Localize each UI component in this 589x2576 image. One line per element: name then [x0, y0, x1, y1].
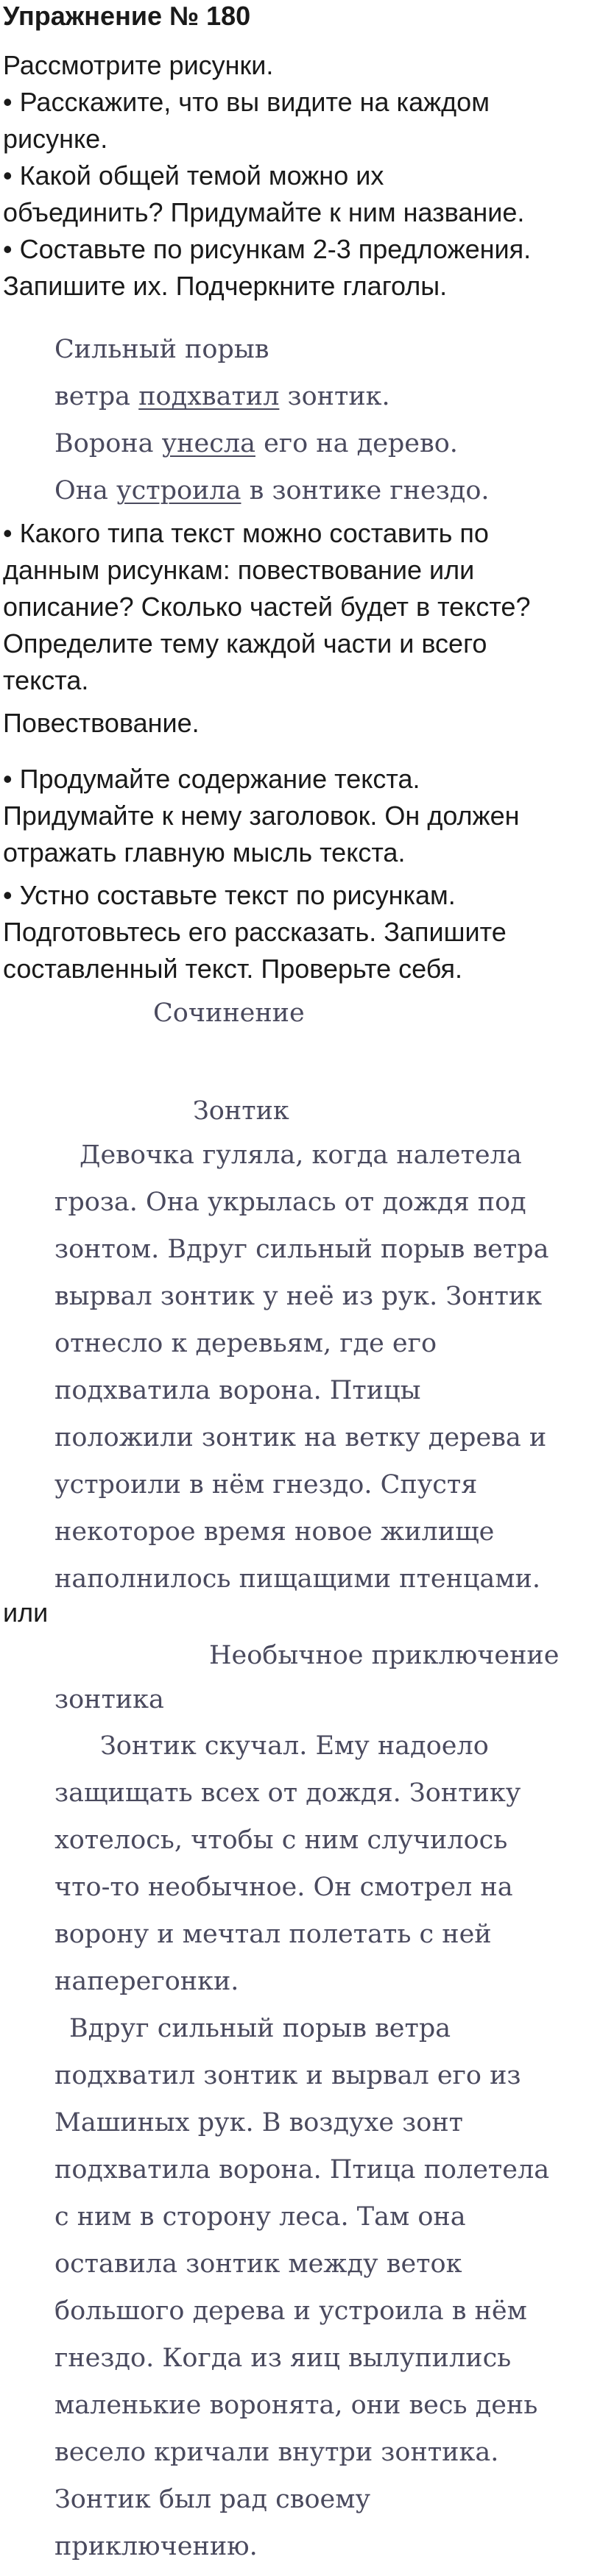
story-line: маленькие воронята, они весь день	[54, 2391, 538, 2420]
sentence-text: ветра	[54, 382, 139, 411]
story-line: Девочка гуляла, когда налетела	[80, 1140, 522, 1170]
story-line: хотелось, чтобы с ним случилось	[54, 1825, 508, 1855]
story-line: положили зонтик на ветку дерева и	[54, 1423, 547, 1452]
task-line: описание? Сколько частей будет в тексте?	[3, 592, 531, 622]
sentence-text: в зонтике гнездо.	[241, 476, 490, 505]
underlined-verb: унесла	[161, 429, 255, 458]
underlined-verb: устроила	[116, 476, 241, 505]
task-line: данным рисункам: повествование или	[3, 555, 475, 585]
story-line: Машиных рук. В воздухе зонт	[54, 2108, 464, 2137]
story2-title-continued	[54, 1676, 164, 1723]
sentence-line	[54, 373, 490, 420]
story-line: гнездо. Когда из яиц вылупились	[54, 2343, 512, 2373]
essay-heading	[153, 990, 305, 1037]
story-line: Вдруг сильный порыв ветра	[69, 2014, 451, 2043]
task-line: текста.	[3, 665, 89, 695]
task-line: Подготовьтесь его рассказать. Запишите	[3, 917, 507, 947]
task-line: отражать главную мысль текста.	[3, 837, 406, 867]
story-line: что-то необычное. Он смотрел на	[54, 1873, 513, 1902]
task-instructions-2	[3, 515, 586, 699]
handwritten-sentences	[54, 326, 490, 514]
task-instructions-4	[3, 877, 586, 987]
or-separator	[3, 1594, 586, 1631]
story-title-text: Необычное приключение	[209, 1641, 560, 1670]
task-line: • Расскажите, что вы видите на каждом	[3, 87, 490, 117]
sentence-text: Ворона	[54, 429, 162, 458]
exercise-title: Упражнение № 180	[3, 1, 251, 31]
story-line: вырвал зонтик у неё из рук. Зонтик	[54, 1282, 543, 1311]
task-instructions-1	[3, 47, 586, 305]
story1-title	[193, 1087, 289, 1135]
sentence-text: зонтик.	[279, 382, 390, 411]
task-line: • Продумайте содержание текста.	[3, 764, 420, 794]
answer-text-type	[3, 705, 586, 742]
story-line: некоторое время новое жилище	[54, 1517, 495, 1547]
story-line: большого дерева и устроила в нём	[54, 2296, 527, 2326]
answer-line: Повествование.	[3, 708, 200, 738]
or-label: или	[3, 1597, 49, 1628]
story-title-text: зонтика	[54, 1685, 164, 1714]
essay-heading-text: Сочинение	[153, 998, 305, 1028]
sentence-line	[54, 467, 490, 514]
task-instructions-3	[3, 761, 586, 871]
task-line: • Какой общей темой можно их	[3, 160, 384, 191]
sentence-text: Она	[54, 476, 117, 505]
story-line: гроза. Она укрылась от дождя под	[54, 1188, 526, 1217]
task-line: • Какого типа текст можно составить по	[3, 518, 489, 548]
story-line: подхватила ворона. Птица полетела	[54, 2155, 550, 2185]
story-line: с ним в сторону леса. Там она	[54, 2202, 466, 2232]
story-line: наперегонки.	[54, 1967, 239, 1996]
story2-body	[54, 1722, 549, 2570]
task-line: рисунке.	[3, 124, 108, 154]
task-line: Рассмотрите рисунки.	[3, 50, 274, 80]
sentence-line	[54, 420, 490, 467]
story-line: защищать всех от дождя. Зонтику	[54, 1778, 521, 1808]
story1-body	[54, 1132, 549, 1603]
story-line: оставила зонтик между веток	[54, 2249, 462, 2279]
task-line: Определите тему каждой части и всего	[3, 628, 487, 659]
underlined-verb: подхватил	[138, 382, 280, 411]
story-line: Зонтик был рад своему	[54, 2485, 371, 2514]
task-line: • Составьте по рисункам 2-3 предложения.	[3, 234, 532, 264]
task-line: Запишите их. Подчеркните глаголы.	[3, 271, 448, 301]
story-line: зонтом. Вдруг сильный порыв ветра	[54, 1235, 549, 1264]
story-line: устроили в нём гнездо. Спустя	[54, 1470, 478, 1500]
task-line: Придумайте к нему заголовок. Он должен	[3, 801, 520, 831]
sentence-line	[54, 326, 490, 373]
sentence-text: Сильный порыв	[54, 335, 269, 364]
sentence-text: его на дерево.	[255, 429, 458, 458]
story-title-text: Зонтик	[193, 1096, 289, 1126]
story2-title	[209, 1632, 559, 1679]
story-line: подхватил зонтик и вырвал его из	[54, 2061, 521, 2090]
story-line: Зонтик скучал. Ему надоело	[100, 1731, 489, 1761]
story-line: весело кричали внутри зонтика.	[54, 2438, 499, 2467]
task-line: • Устно составьте текст по рисункам.	[3, 880, 456, 910]
task-line: составленный текст. Проверьте себя.	[3, 954, 463, 984]
story-line: подхватила ворона. Птицы	[54, 1376, 421, 1405]
story-line: приключению.	[54, 2532, 258, 2561]
story-line: ворону и мечтал полетать с ней	[54, 1920, 492, 1949]
story-line: отнесло к деревьям, где его	[54, 1329, 437, 1358]
story-line: наполнилось пищащими птенцами.	[54, 1564, 540, 1594]
task-line: объединить? Придумайте к ним название.	[3, 197, 525, 227]
